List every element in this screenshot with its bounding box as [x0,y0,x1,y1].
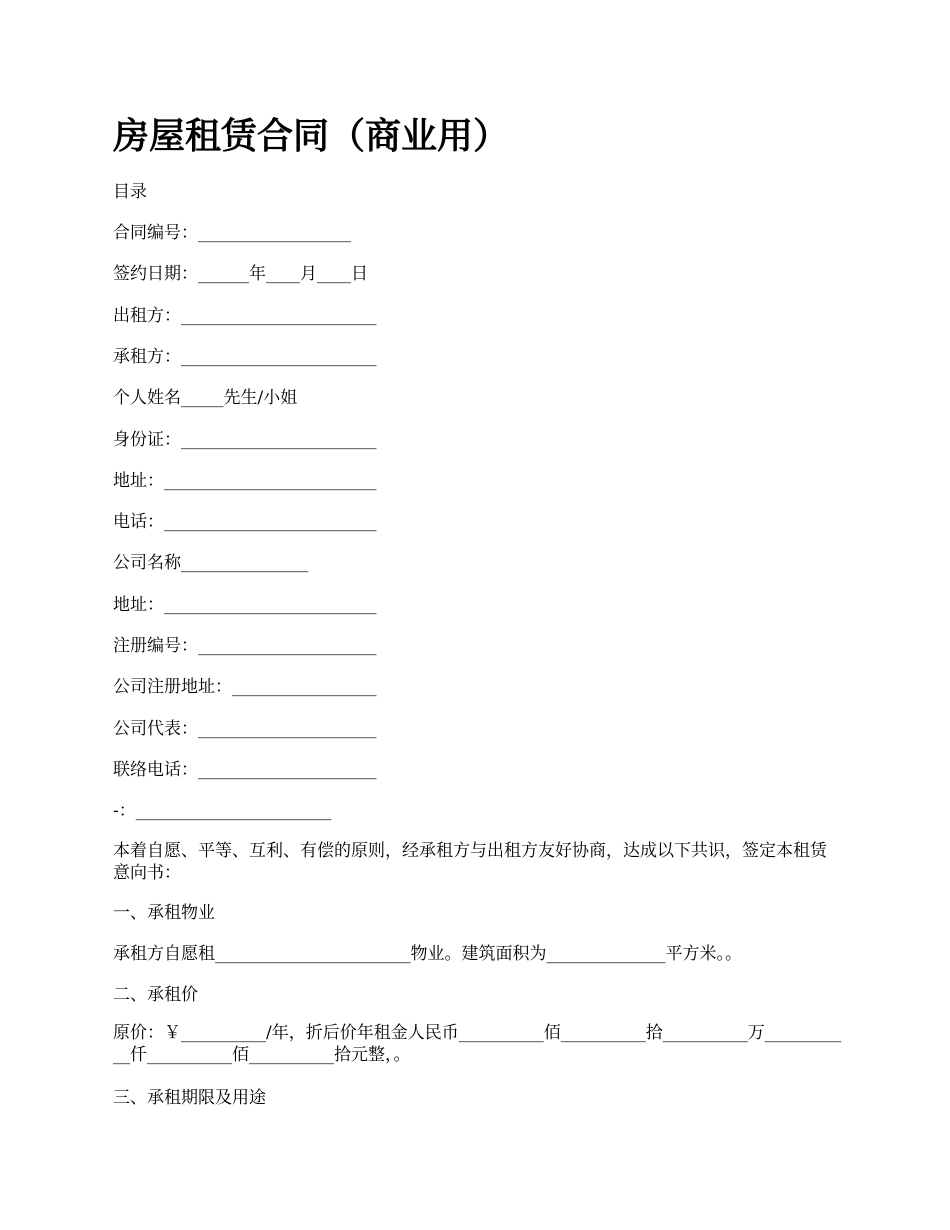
phone-field: 电话：_________________________ [113,512,377,532]
section-2-text: 原价：￥__________/年，折后价年租金人民币__________佰__________拾__________万___________仟__________佰__________拾元整，。 [113,1023,842,1065]
lessee-field: 承租方：_______________________ [113,347,377,367]
id-card-field: 身份证：_______________________ [113,430,377,450]
company-name-field: 公司名称_______________ [113,553,309,573]
company-address-field: 地址：_________________________ [113,595,377,615]
registration-number-field: 注册编号：_____________________ [113,636,377,656]
intro-paragraph: 本着自愿、平等、互利、有偿的原则，经承租方与出租方友好协商，达成以下共识，签定本租赁意向书： [113,841,827,883]
personal-name-field: 个人姓名_____先生/小姐 [113,388,298,408]
document-title: 房屋租赁合同（商业用） [113,115,510,157]
contract-number-field: 合同编号：__________________ [113,223,351,243]
contact-phone-field: 联络电话：_____________________ [113,760,377,780]
section-2-heading: 二、承租价 [113,985,198,1005]
signing-date-field: 签约日期：______年____月____日 [113,264,368,284]
toc-label: 目录 [113,182,147,202]
registered-address-field: 公司注册地址：_________________ [113,677,377,697]
address-field: 地址：_________________________ [113,471,377,491]
section-3-heading: 三、承租期限及用途 [113,1088,266,1108]
section-1-heading: 一、承租物业 [113,903,215,923]
company-representative-field: 公司代表：_____________________ [113,719,377,739]
lessor-field: 出租方：_______________________ [113,306,377,326]
misc-field: -：_______________________ [113,801,332,821]
section-1-text: 承租方自愿租_______________________物业。建筑面积为______________平方米。。 [113,944,742,964]
